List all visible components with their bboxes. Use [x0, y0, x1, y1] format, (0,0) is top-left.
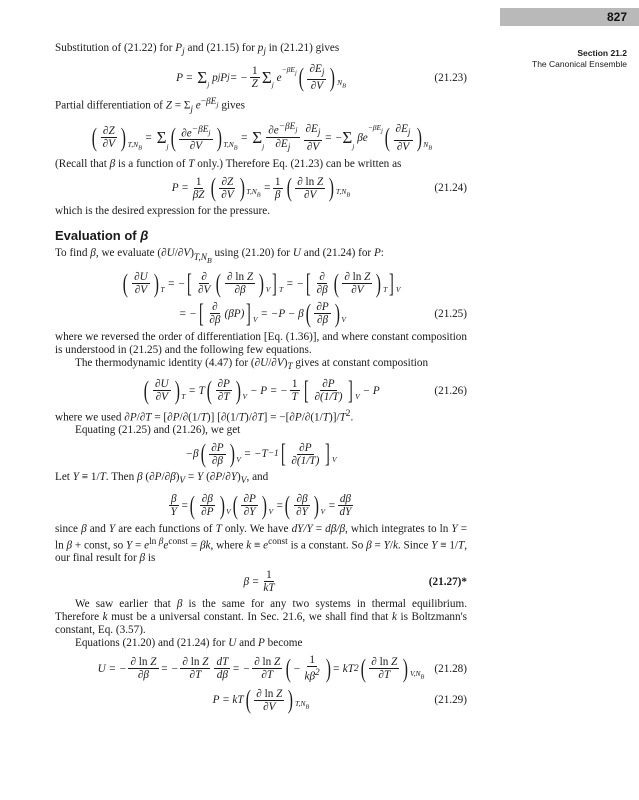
- equation-number: (21.23): [434, 71, 467, 84]
- equation-21-25: = − [ $\frac{\partial}{\partial\beta}$ (βP) ] V = −P − β ( $\frac{\partial P}{\partial\beta}$ ) V (21.25): [176, 298, 467, 328]
- page-body: [55, 42, 467, 717]
- equation-21-28: U = − $\frac{\text{∂ ln Z}}{\partial\beta}$ = − $\frac{\text{∂ ln Z}}{\partial T}$ $\frac{dT}{d\beta}$ = − $\frac{\text{∂ ln Z}}{\partial T}$ ( − $\frac{1}{k\beta^2}$ ) = kT 2 ( $\frac{\text{∂ ln Z}}{\partial T}$ ) $V,N_B$ (21.28): [97, 653, 467, 684]
- page-number-bar: [500, 8, 639, 26]
- equation-number: (21.27)*: [428, 575, 467, 588]
- running-header: [532, 48, 627, 70]
- equation-21-23: P = Σ j p $^j$ P j = − $\frac{1}{Z}$ Σ j e $-\beta E_j$ ( $\frac{\partial E_j}{\partial V}$ ) $N_B$ (21.23): [176, 62, 467, 93]
- paragraph-12: We saw earlier that β is the same for any two systems in thermal equilibrium. Therefore k must be a universal constant. In Sec. 21.6, we shall find that k is Boltzmann's constant, Eq. (3.57).: [55, 598, 467, 637]
- section-label: Section 21.2: [577, 48, 627, 58]
- equation-number: (21.28): [434, 662, 467, 675]
- page-number: 827: [606, 10, 627, 24]
- paragraph-3: (Recall that β is a function of T only.) Therefore Eq. (21.23) can be written as: [55, 158, 402, 171]
- equation-du-dv: ( $\frac{\partial U}{\partial V}$ ) T = − [ $\frac{\partial}{\partial V}$ ( $\frac{\text{∂ ln Z}}{\partial\beta}$ ) V ] T = − [ $\frac{\partial}{\partial\beta}$ ( $\frac{\text{∂ ln Z}}{\partial V}$ ) T ] V: [123, 268, 401, 298]
- equation-partial-z: ( $\frac{\partial Z}{\partial V}$ ) $T,N_B$ = Σ j ( $\frac{\partial e^{-\beta E_j}}{\partial V}$ ) $T,N_B$ = Σ j $\frac{\partial e^{-\beta E_j}}{\partial E_j}$ $\frac{\partial E_j}{\partial V}$ = − Σ j βe $-\beta E_j$ ( $\frac{\partial E_j}{\partial V}$ ) $N_B$: [91, 122, 433, 154]
- section-title: The Canonical Ensemble: [532, 59, 627, 69]
- paragraph-9: Equating (21.25) and (21.26), we get: [75, 424, 241, 437]
- paragraph-2: Partial differentiation of $Z = \Sigma_j$ $e^{-\beta E_j}$ gives: [55, 97, 245, 116]
- equation-number: (21.25): [434, 307, 467, 320]
- equation-number: (21.26): [434, 384, 467, 397]
- section-heading: Evaluation of β: [55, 228, 149, 244]
- equation-equating: −β ( $\frac{\partial P}{\partial\beta}$ ) V = −T $^{-1}$ [ $\frac{\partial P}{\partial(1/T)}$ ] V: [185, 439, 337, 469]
- paragraph-13: Equations (21.20) and (21.24) for U and P become: [75, 637, 303, 650]
- paragraph-10: Let Y ≡ 1/T. Then β $(\partial P/\partial\beta)_V = Y$ $(\partial P/\partial Y)_V$, and: [55, 471, 269, 487]
- equation-beta-y: $\frac{\beta}{Y}$ = ( $\frac{\partial\beta}{\partial P}$ ) V ( $\frac{\partial P}{\partial Y}$ ) V = ( $\frac{\partial\beta}{\partial Y}$ ) V = $\frac{d\beta}{dY}$: [170, 490, 352, 520]
- equation-21-29: P = kT ( $\frac{\text{∂ ln Z}}{\partial V}$ ) $T,N_B$ (21.29): [212, 685, 467, 715]
- paragraph-8: where we used ∂P/∂T = [∂P/∂(1/T)] $[\partial(1/T)/\partial T] = -[\partial P/\partial(1/T)]/T^2$.: [55, 408, 354, 424]
- paragraph-11: since β and Y are each functions of T only. We have dY/Y = dβ/β, which integrates to ln Y = ln β + const, so $Y = e^{ln \beta}e^{const} = \beta k$, where $k \equiv e^{const}$ is a constant. So β = Y/k. Since Y ≡ 1/T, our final result for β is: [55, 522, 468, 565]
- equation-number: (21.29): [434, 694, 467, 707]
- paragraph-1: Substitution of (21.22) for $P_j$ and (21.15) for $p_j$ in (21.21) gives: [55, 42, 340, 58]
- equation-21-26: ( $\frac{\partial U}{\partial V}$ ) T = T ( $\frac{\partial P}{\partial T}$ ) V − P = − $\frac{1}{T}$ [ $\frac{\partial P}{\partial(1/T)}$ ] V − P (21.26): [144, 375, 467, 405]
- paragraph-4: which is the desired expression for the pressure.: [55, 205, 270, 218]
- paragraph-5: To find β, we evaluate $(\partial U/\partial V)_{T,N_B}$ using (21.20) for U and (21.24) for P:: [55, 247, 384, 265]
- paragraph-6: where we reversed the order of differentiation [Eq. (1.36)], and where constant composition is understood in (21.25) and the following few equations.: [55, 330, 467, 356]
- equation-21-27: β = $\frac{1}{kT}$ (21.27)*: [243, 569, 467, 595]
- paragraph-7: The thermodynamic identity (4.47) for $(\partial U/\partial V)_T$ gives at constant composition: [75, 356, 429, 372]
- equation-number: (21.24): [434, 182, 467, 195]
- equation-21-24: P = $\frac{1}{\beta Z}$ ( $\frac{\partial Z}{\partial V}$ ) $T,N_B$ = $\frac{1}{\beta}$ ( $\frac{\text{∂ ln Z}}{\partial V}$ ) $T,N_B$ (21.24): [171, 173, 467, 203]
